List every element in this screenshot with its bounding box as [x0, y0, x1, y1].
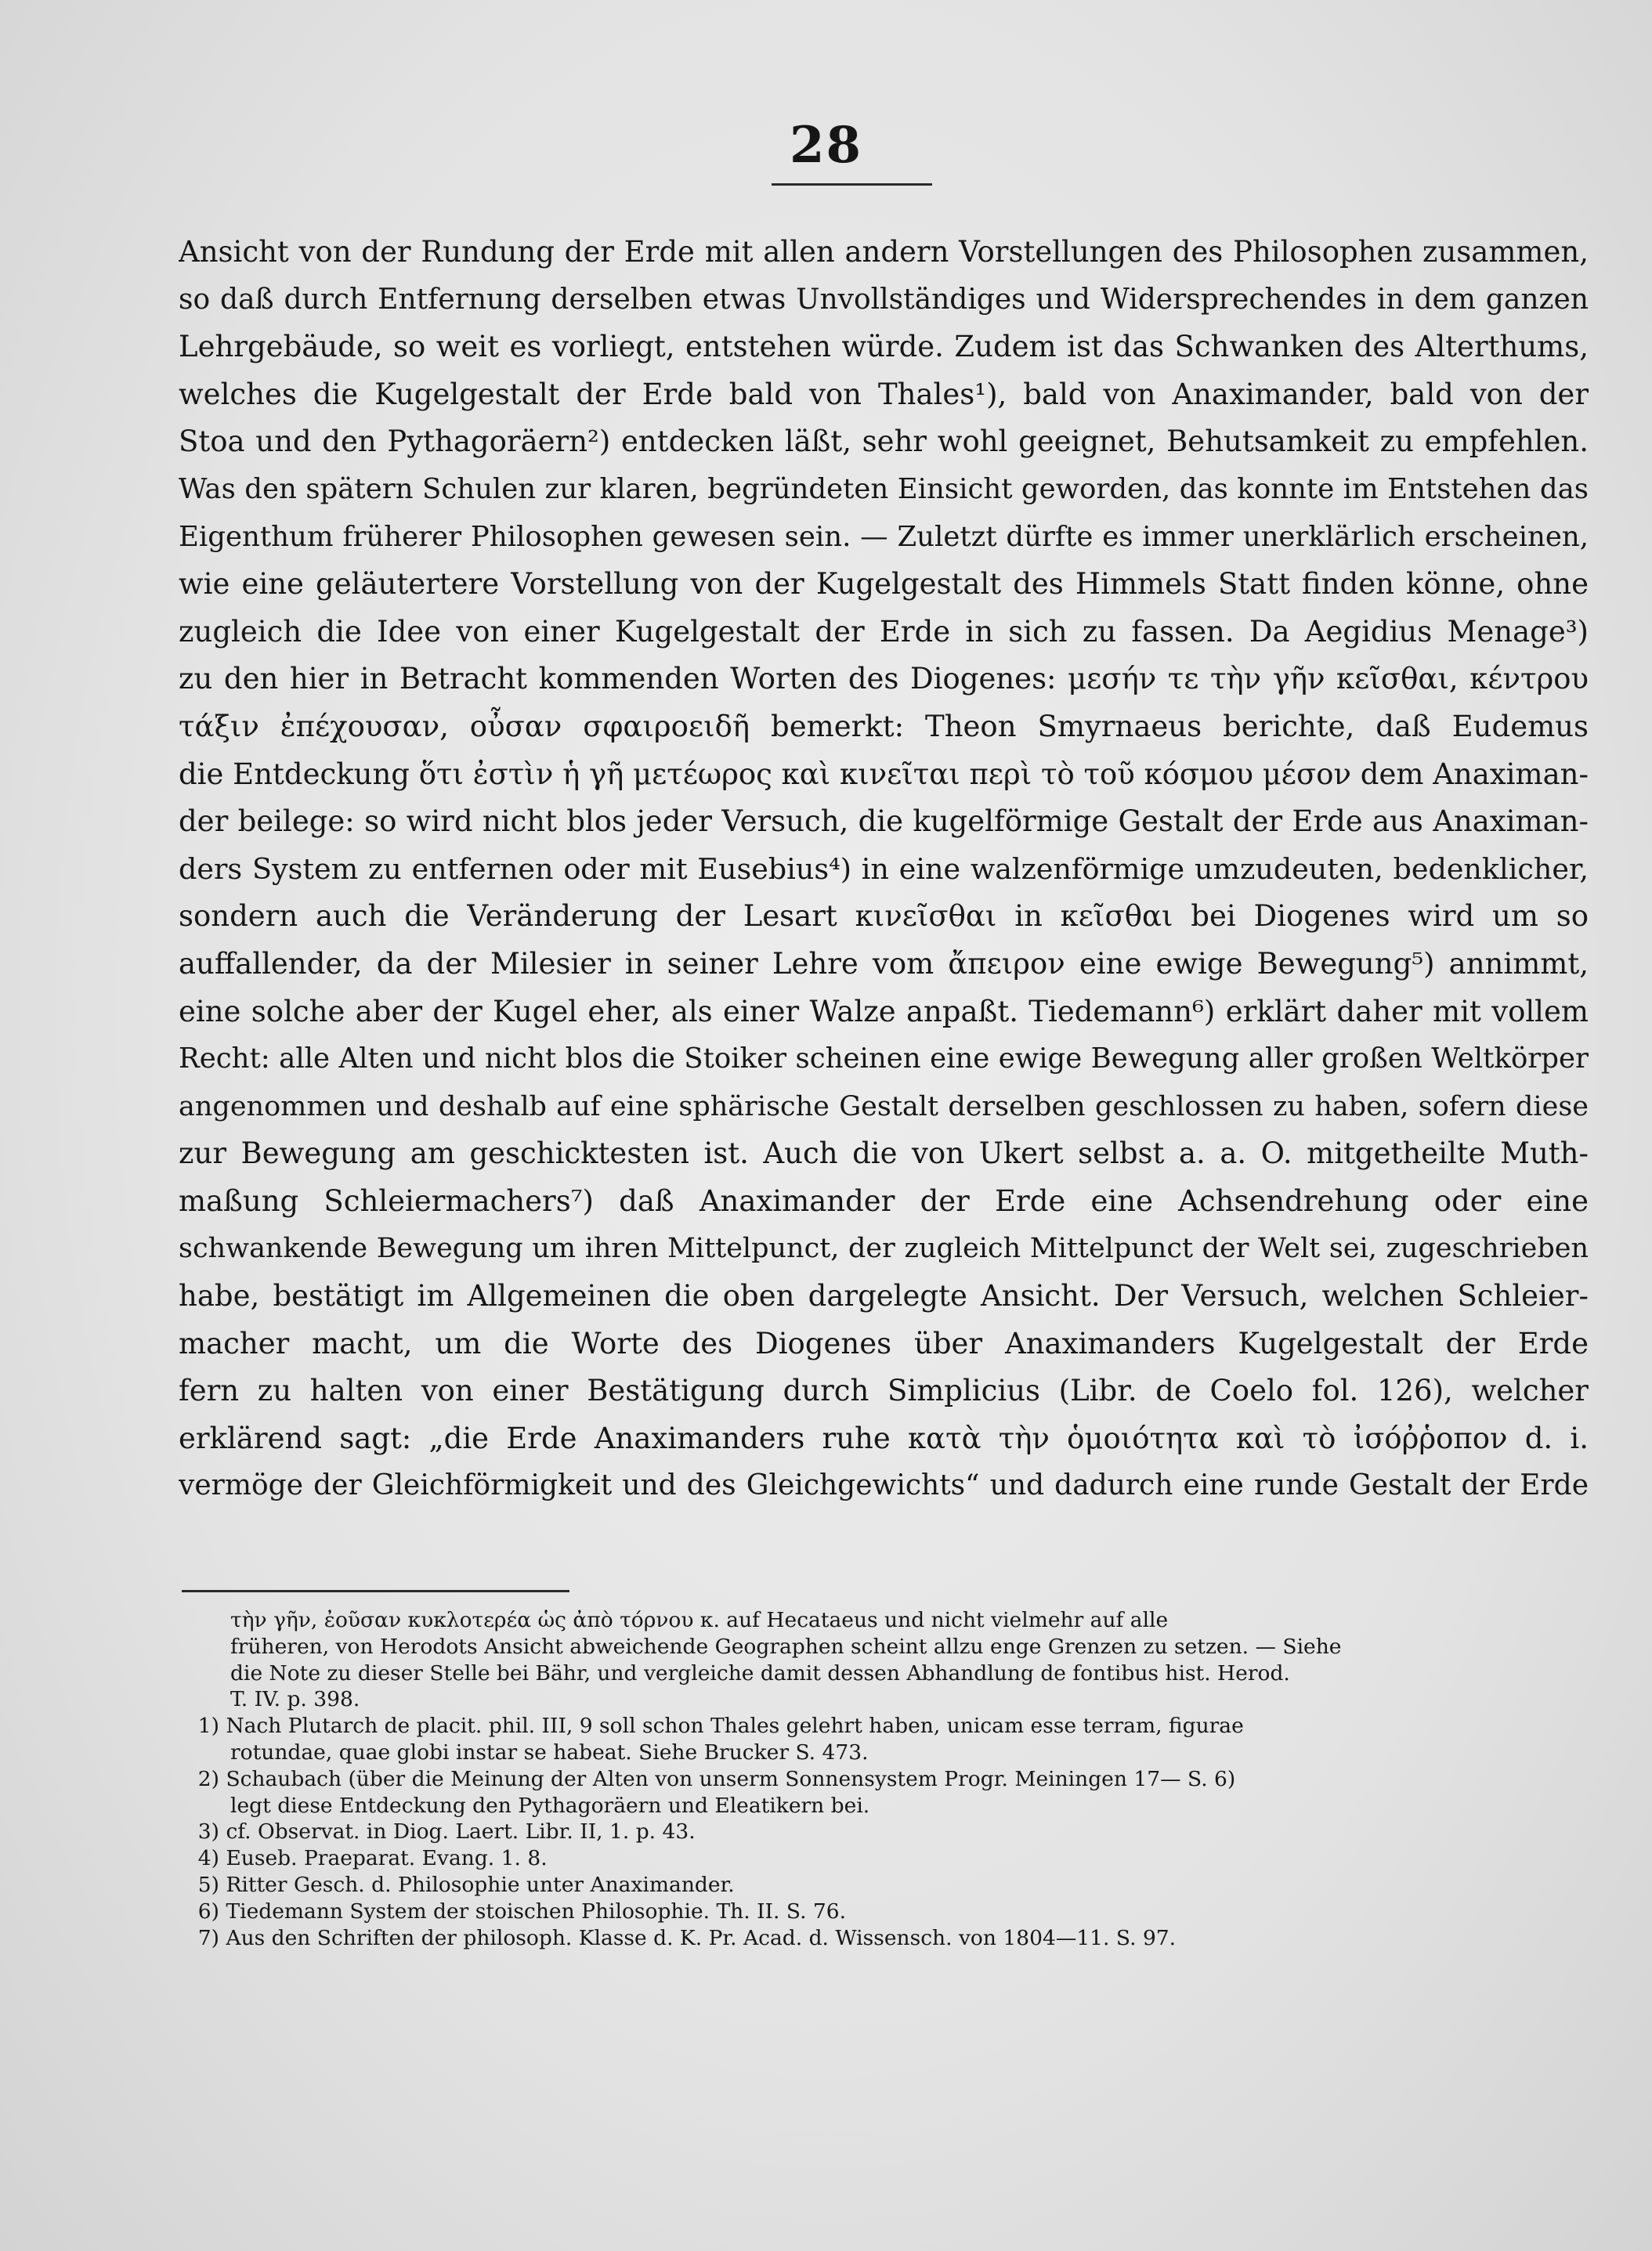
page-number: 28: [789, 116, 863, 175]
footnote-text: Aus den Schriften der philosoph. Klasse d. K. Pr. Acad. d. Wissensch. von 1804—11. S. 97.: [226, 1925, 1177, 1950]
body-line: Lehrgebäude, so weit es vorliegt, entstehen würde. Zudem ist das Schwanken des Alterthums,: [179, 330, 1589, 364]
body-line: Eigenthum früherer Philosophen gewesen sein. — Zuletzt dürfte es immer unerklärlich erscheinen,: [179, 520, 1589, 553]
footnote-text: Tiedemann System der stoischen Philosophie. Th. II. S. 76.: [226, 1899, 847, 1924]
footnote-text: Ritter Gesch. d. Philosophie unter Anaximander.: [226, 1872, 735, 1897]
body-line: τάξιν ἐπέχουσαν, οὖσαν σφαιροειδῆ bemerkt: Theon Smyrnaeus berichte, daß Eudemus: [179, 709, 1589, 743]
body-line: zur Bewegung am geschicktesten ist. Auch die von Ukert selbst a. a. O. mitgetheilte Muth-: [179, 1136, 1589, 1171]
footnote-number: 2): [197, 1766, 219, 1791]
body-line: so daß durch Entfernung derselben etwas Unvollständiges und Widersprechendes in dem ganzen: [179, 283, 1589, 316]
body-line: welches die Kugelgestalt der Erde bald von Thales¹), bald von Anaximander, bald von der: [179, 377, 1589, 411]
footnote-text: Schaubach (über die Meinung der Alten von unserm Sonnensystem Progr. Meiningen 17— S. 6): [226, 1766, 1236, 1791]
footnotes: [182, 1607, 1592, 1951]
footnote-number: 4): [197, 1846, 219, 1871]
body-line: maßung Schleiermachers⁷) daß Anaximander der Erde eine Achsendrehung oder eine: [179, 1183, 1589, 1218]
footnote-number: 3): [197, 1819, 219, 1845]
body-line: erklärend sagt: „die Erde Anaximanders ruhe κατὰ τὴν ὁμοιότητα καὶ τὸ ἰσόῤῥοπον d. i.: [179, 1421, 1589, 1455]
footnote-continuation-line: die Note zu dieser Stelle bei Bähr, und vergleiche damit dessen Abhandlung de fontibus hist. Herod.: [230, 1660, 1290, 1686]
footnote-line: [182, 1845, 1592, 1872]
body-line: eine solche aber der Kugel eher, als einer Walze anpaßt. Tiedemann⁶) erklärt daher mit vollem: [179, 994, 1589, 1028]
footnote-number: 6): [197, 1899, 219, 1924]
body-line: zu den hier in Betracht kommenden Worten des Diogenes: μεσήν τε τὴν γῆν κεῖσθαι, κέντρου: [179, 662, 1589, 696]
body-line: macher macht, um die Worte des Diogenes über Anaximanders Kugelgestalt der Erde: [179, 1326, 1589, 1360]
footnote-line: [182, 1899, 1592, 1925]
body-line: habe, bestätigt im Allgemeinen die oben dargelegte Ansicht. Der Versuch, welchen Schleier-: [179, 1279, 1589, 1313]
body-line: sondern auch die Veränderung der Lesart κινεῖσθαι in κεῖσθαι bei Diogenes wird um so: [179, 899, 1589, 934]
body-line: auffallender, da der Milesier in seiner Lehre vom ἄπειρον eine ewige Bewegung⁵) annimmt,: [179, 946, 1589, 981]
footnote-line: [182, 1713, 1592, 1740]
body-line: fern zu halten von einer Bestätigung durch Simplicius (Libr. de Coelo fol. 126), welcher: [179, 1374, 1589, 1408]
body-line: zugleich die Idee von einer Kugelgestalt der Erde in sich zu fassen. Da Aegidius Menage³): [179, 614, 1589, 649]
footnote-text: legt diese Entdeckung den Pythagoräern und Eleatikern bei.: [230, 1793, 870, 1818]
footnote-number: 5): [197, 1872, 219, 1897]
footnote-text: cf. Observat. in Diog. Laert. Libr. II, 1. p. 43.: [226, 1819, 696, 1845]
body-line: Recht: alle Alten und nicht blos die Stoiker scheinen eine ewige Bewegung aller großen Weltkörper: [179, 1042, 1589, 1075]
body-line: die Entdeckung ὅτι ἐστὶν ἡ γῆ μετέωρος καὶ κινεῖται περὶ τὸ τοῦ κόσμου μέσον dem Anaximan-: [179, 757, 1589, 791]
footnote-line: [182, 1766, 1592, 1793]
footnote-line: [182, 1872, 1592, 1899]
footnote-number: 1): [197, 1714, 219, 1739]
body-line: wie eine geläutertere Vorstellung von der Kugelgestalt des Himmels Statt finden könne, ohne: [179, 567, 1589, 602]
body-line: Stoa und den Pythagoräern²) entdecken läßt, sehr wohl geeignet, Behutsamkeit zu empfehlen.: [179, 425, 1589, 459]
body-line: angenommen und deshalb auf eine sphärische Gestalt derselben geschlossen zu haben, sofern diese: [179, 1090, 1589, 1122]
footnote-continuation-line: früheren, von Herodots Ansicht abweichende Geographen scheint allzu enge Grenzen zu setzen. — Siehe: [230, 1634, 1342, 1659]
body-line: vermöge der Gleichförmigkeit und des Gleichgewichts“ und dadurch eine runde Gestalt der Erde: [179, 1469, 1589, 1502]
footnote-continuation-line: T. IV. p. 398.: [230, 1687, 360, 1712]
body-line: Ansicht von der Rundung der Erde mit allen andern Vorstellungen des Philosophen zusammen,: [179, 235, 1589, 269]
page-number-rule: [772, 183, 932, 186]
footnote-text: Nach Plutarch de placit. phil. III, 9 soll schon Thales gelehrt haben, unicam esse terram, figurae: [226, 1714, 1244, 1739]
footnote-line: [182, 1925, 1592, 1952]
footnote-rule: [182, 1590, 569, 1592]
body-line: Was den spätern Schulen zur klaren, begründeten Einsicht geworden, das konnte im Entstehen das: [179, 472, 1589, 505]
body-line: der beilege: so wird nicht blos jeder Versuch, die kugelförmige Gestalt der Erde aus Anaximan-: [179, 804, 1589, 839]
body-line: ders System zu entfernen oder mit Eusebius⁴) in eine walzenförmige umzudeuten, bedenklicher,: [179, 851, 1589, 886]
footnote-text: rotundae, quae globi instar se habeat. Siehe Brucker S. 473.: [230, 1740, 869, 1765]
footnote-line: [182, 1819, 1592, 1845]
footnote-number: 7): [197, 1925, 219, 1950]
body-text: [179, 229, 1589, 1510]
footnote-line: [182, 1740, 1592, 1766]
footnote-line: [182, 1793, 1592, 1819]
footnote-continuation-line: τὴν γῆν, ἐοῦσαν κυκλοτερέα ὡς ἀπὸ τόρνου κ. auf Hecataeus und nicht vielmehr auf alle: [230, 1608, 1169, 1632]
footnote-text: Euseb. Praeparat. Evang. 1. 8.: [226, 1846, 548, 1871]
body-line: schwankende Bewegung um ihren Mittelpunct, der zugleich Mittelpunct der Welt sei, zugeschrieben: [179, 1233, 1589, 1265]
